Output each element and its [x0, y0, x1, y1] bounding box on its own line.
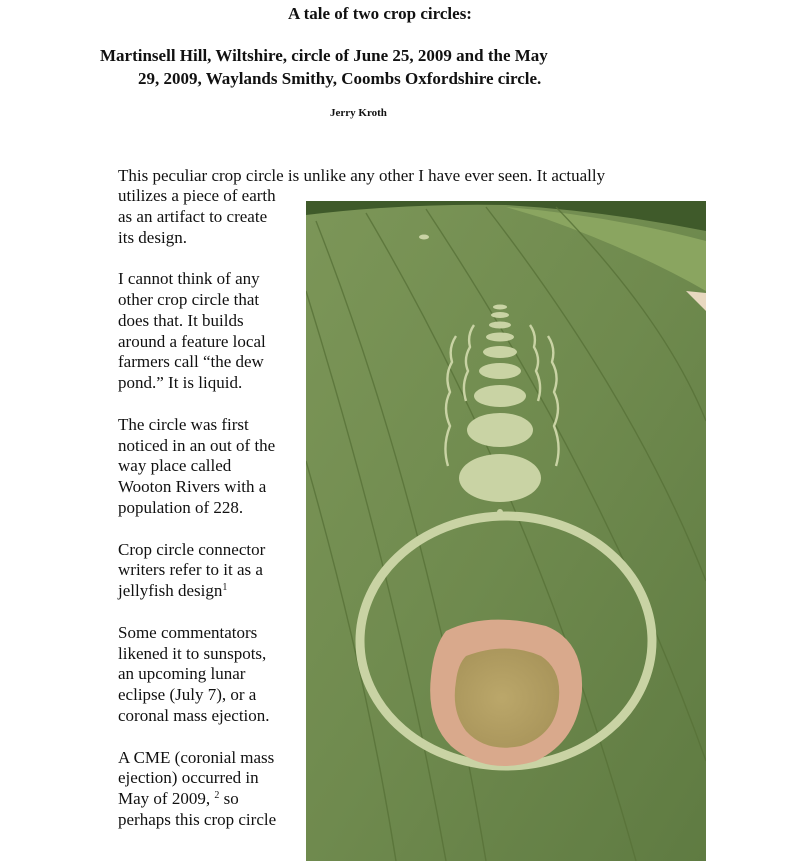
paragraph-6: A CME (coronial mass ejection) occurred in May of 2009, $^2$ so perhaps this crop circle [118, 747, 277, 829]
lead-line: This peculiar crop circle is unlike any other I have ever seen. It actually [118, 166, 606, 185]
document-title: A tale of two crop circles: [288, 4, 472, 23]
body-text-column [118, 186, 300, 852]
distant-circle [419, 235, 429, 240]
footnote-marker-2[interactable]: 2 [214, 790, 220, 802]
document-subtitle [100, 44, 660, 90]
subtitle-line-2: 29, 2009, Waylands Smithy, Coombs Oxfordshire circle. [138, 69, 542, 88]
dew-pond-water [455, 649, 559, 748]
footnote-marker-1[interactable]: 1 [222, 582, 228, 594]
crop-circle-aerial-photo [306, 201, 706, 861]
subtitle-line-1: Martinsell Hill, Wiltshire, circle of June 25, 2009 and the May [100, 46, 548, 65]
crop-circle-illustration [306, 201, 706, 861]
paragraph-2: I cannot think of any other crop circle that does that. It builds around a feature local farmers call “the dew pond.” It is liquid. [118, 269, 266, 393]
paragraph-3: The circle was first noticed in an out of the way place called Wooton Rivers with a population of 228. [118, 414, 276, 517]
paragraph-5: Some commentators likened it to sunspots, an upcoming lunar eclipse (July 7), or a coronal mass ejection. [118, 622, 270, 725]
paragraph-1: utilizes a piece of earth as an artifact to create its design. [118, 186, 276, 247]
paragraph-4: Crop circle connector writers refer to it as a jellyfish design$^1$ [118, 539, 266, 601]
author-name: Jerry Kroth [330, 107, 387, 119]
